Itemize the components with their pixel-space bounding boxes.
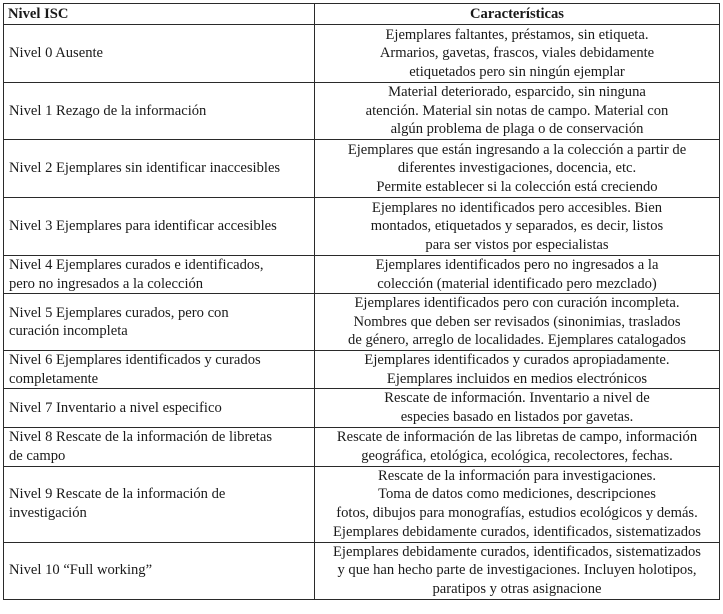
level-cell xyxy=(4,83,315,140)
level-cell xyxy=(4,25,315,83)
level-line: Nivel 9 Rescate de la información de xyxy=(9,486,226,503)
table-row xyxy=(4,389,720,427)
characteristics-line: paratipos y otras asignacione xyxy=(432,580,602,597)
characteristics-line: y que han hecho parte de investigaciones. Incluyen holotipos, xyxy=(337,562,697,579)
level-line: de campo xyxy=(9,447,66,464)
level-cell xyxy=(4,466,315,542)
characteristics-line: Nombres que deben ser revisados (sinonimias, traslados xyxy=(353,313,681,330)
characteristics-line: Permite establecer si la colección está creciendo xyxy=(376,178,658,195)
table-row xyxy=(4,294,720,351)
table-header-row xyxy=(4,4,720,25)
characteristics-cell xyxy=(315,83,720,140)
level-line: Nivel 8 Rescate de la información de libretas xyxy=(9,428,272,445)
level-line: Nivel 3 Ejemplares para identificar accesibles xyxy=(9,218,277,235)
characteristics-line: montados, etiquetados y separados, es decir, listos xyxy=(370,218,664,235)
characteristics-line: Ejemplares identificados pero no ingresados a la xyxy=(375,257,659,273)
characteristics-line: geográfica, etológica, ecológica, recolectores, fechas. xyxy=(361,447,673,464)
characteristics-line: Ejemplares no identificados pero accesibles. Bien xyxy=(371,199,663,216)
level-cell xyxy=(4,542,315,599)
level-cell xyxy=(4,140,315,198)
characteristics-line: colección (material identificado pero mezclado) xyxy=(377,275,657,292)
table-row xyxy=(4,25,720,83)
level-line: Nivel 7 Inventario a nivel especifico xyxy=(9,399,222,416)
header-characteristics: Características xyxy=(315,4,720,25)
table-row xyxy=(4,427,720,466)
characteristics-line: fotos, dibujos para monografías, estudios ecológicos y demás. xyxy=(336,505,698,522)
characteristics-line: para ser vistos por especialistas xyxy=(425,236,609,253)
level-cell xyxy=(4,351,315,389)
characteristics-line: Ejemplares identificados y curados apropiadamente. xyxy=(364,352,670,369)
characteristics-line: Rescate de la información para investigaciones. xyxy=(378,467,656,484)
level-cell xyxy=(4,427,315,466)
level-cell xyxy=(4,198,315,256)
characteristics-cell xyxy=(315,256,720,294)
characteristics-cell xyxy=(315,198,720,256)
characteristics-cell xyxy=(315,542,720,599)
level-line: investigación xyxy=(9,505,87,522)
table-row xyxy=(4,198,720,256)
table-row xyxy=(4,466,720,542)
level-line: completamente xyxy=(9,370,99,387)
isc-levels-table xyxy=(3,3,720,600)
level-cell xyxy=(4,294,315,351)
level-line: Nivel 1 Rezago de la información xyxy=(9,102,207,119)
characteristics-line: Toma de datos como mediciones, descripciones xyxy=(378,486,656,503)
level-cell xyxy=(4,256,315,294)
characteristics-cell xyxy=(315,427,720,466)
table-row xyxy=(4,83,720,140)
characteristics-cell xyxy=(315,140,720,198)
characteristics-line: Ejemplares identificados pero con curación incompleta. xyxy=(354,295,680,312)
characteristics-line: Armarios, gavetas, frascos, viales debidamente xyxy=(379,45,655,62)
level-line: Nivel 0 Ausente xyxy=(9,45,104,62)
characteristics-line: Ejemplares debidamente curados, identificados, sistematizados xyxy=(333,543,701,560)
characteristics-line: Material deteriorado, esparcido, sin ninguna xyxy=(388,84,646,101)
header-level: Nivel ISC xyxy=(4,4,315,25)
characteristics-line: Ejemplares debidamente curados, identificados, sistematizados xyxy=(333,523,701,540)
characteristics-cell xyxy=(315,25,720,83)
table-row xyxy=(4,140,720,198)
characteristics-line: atención. Material sin notas de campo. Material con xyxy=(365,102,669,119)
characteristics-line: diferentes investigaciones, docencia, etc. xyxy=(397,160,637,177)
table-row xyxy=(4,351,720,389)
level-line: Nivel 2 Ejemplares sin identificar inaccesibles xyxy=(9,160,281,177)
characteristics-line: de género, arreglo de localidades. Ejemplares catalogados xyxy=(348,332,686,349)
table-row xyxy=(4,256,720,294)
level-cell xyxy=(4,389,315,427)
level-line: Nivel 4 Ejemplares curados e identificados, xyxy=(9,257,264,273)
characteristics-cell xyxy=(315,351,720,389)
level-line: Nivel 5 Ejemplares curados, pero con xyxy=(9,304,229,321)
characteristics-line: especies basado en listados por gavetas. xyxy=(400,408,634,425)
characteristics-line: Rescate de información. Inventario a nivel de xyxy=(384,390,650,407)
level-line: Nivel 10 “Full working” xyxy=(9,562,153,579)
characteristics-cell xyxy=(315,466,720,542)
characteristics-cell xyxy=(315,389,720,427)
characteristics-line: Rescate de información de las libretas de campo, información xyxy=(336,428,698,445)
characteristics-line: Ejemplares que están ingresando a la colección a partir de xyxy=(347,141,687,158)
characteristics-line: algún problema de plaga o de conservación xyxy=(390,121,644,138)
level-line: Nivel 6 Ejemplares identificados y curados xyxy=(9,352,261,369)
characteristics-line: Ejemplares faltantes, préstamos, sin etiqueta. xyxy=(385,26,649,43)
table-row xyxy=(4,542,720,599)
characteristics-line: etiquetados pero sin ningún ejemplar xyxy=(409,63,625,80)
characteristics-line: Ejemplares incluidos en medios electrónicos xyxy=(386,370,648,387)
level-line: pero no ingresados a la colección xyxy=(9,275,204,292)
level-line: curación incompleta xyxy=(9,323,128,340)
characteristics-cell xyxy=(315,294,720,351)
table-body xyxy=(4,25,720,600)
